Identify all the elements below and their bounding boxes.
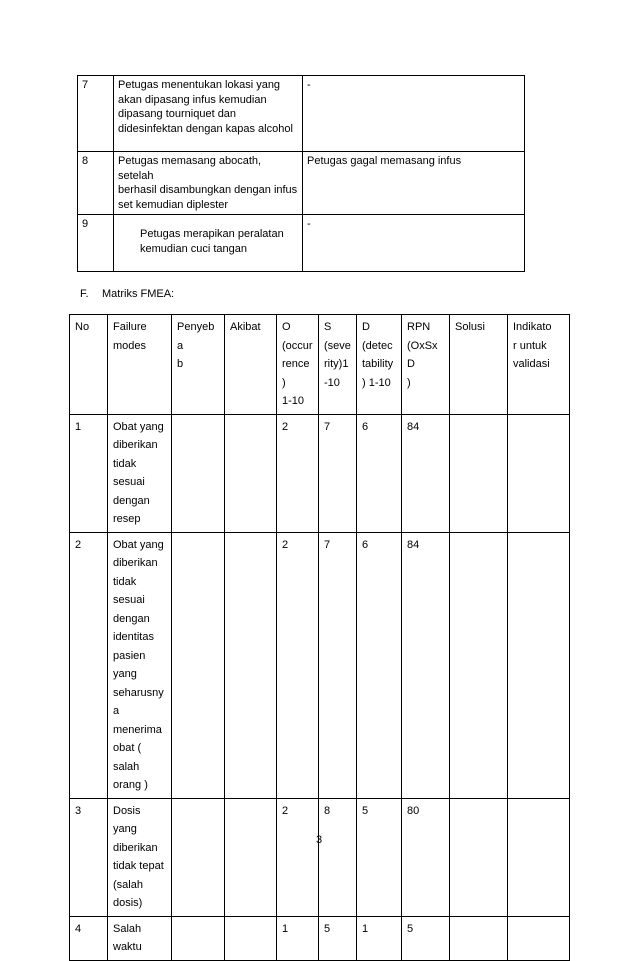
row-number: 7 (78, 76, 114, 152)
cell-occurrence: 2 (277, 532, 319, 798)
cell-detectability: 1 (357, 916, 402, 960)
cell-penyebab (172, 798, 225, 916)
cell-failure-mode: Salah waktu (108, 916, 172, 960)
cell-occurrence: 2 (277, 414, 319, 532)
cell-detectability: 6 (357, 532, 402, 798)
cell-no: 2 (70, 532, 108, 798)
col-header-akibat: Akibat (225, 315, 277, 415)
procedure-table (77, 75, 525, 272)
cell-penyebab (172, 414, 225, 532)
cell-occurrence: 2 (277, 798, 319, 916)
col-header-solusi: Solusi (450, 315, 508, 415)
table-row (70, 798, 570, 916)
failure-mode: - (303, 215, 525, 272)
cell-no: 4 (70, 916, 108, 960)
cell-solusi (450, 414, 508, 532)
cell-solusi (450, 532, 508, 798)
cell-rpn: 80 (402, 798, 450, 916)
section-number: F. (80, 288, 89, 300)
procedure-step: Petugas memasang abocath, setelah berhasil disambungkan dengan infus set kemudian diplester (114, 152, 303, 215)
row-number: 8 (78, 152, 114, 215)
procedure-step: Petugas menentukan lokasi yang akan dipasang infus kemudian dipasang tourniquet dan didesinfektan dengan kapas alcohol (114, 76, 303, 152)
table-row (78, 152, 525, 215)
cell-severity: 7 (319, 414, 357, 532)
cell-indikator (508, 916, 570, 960)
cell-indikator (508, 532, 570, 798)
cell-severity: 5 (319, 916, 357, 960)
table-row (70, 532, 570, 798)
page-number: 3 (315, 834, 323, 846)
cell-occurrence: 1 (277, 916, 319, 960)
cell-penyebab (172, 532, 225, 798)
row-number: 9 (78, 215, 114, 272)
cell-penyebab (172, 916, 225, 960)
cell-failure-mode: Dosis yang diberikan tidak tepat (salah dosis) (108, 798, 172, 916)
cell-detectability: 5 (357, 798, 402, 916)
col-header-penyebab: Penyeba b (172, 315, 225, 415)
cell-akibat (225, 916, 277, 960)
cell-rpn: 84 (402, 532, 450, 798)
col-header-failure-modes: Failure modes (108, 315, 172, 415)
table-row (78, 215, 525, 272)
procedure-step: Petugas merapikan peralatan kemudian cuci tangan (114, 215, 303, 272)
cell-solusi (450, 916, 508, 960)
cell-failure-mode: Obat yang diberikan tidak sesuai dengan identitas pasien yang seharusnya menerima obat ( salah orang ) (108, 532, 172, 798)
col-header-indikator: Indikato r untuk validasi (508, 315, 570, 415)
cell-indikator (508, 798, 570, 916)
col-header-rpn: RPN (OxSxD ) (402, 315, 450, 415)
cell-rpn: 5 (402, 916, 450, 960)
header-row (70, 315, 570, 415)
section-title: Matriks FMEA: (102, 288, 175, 300)
fmea-matrix-table (69, 314, 570, 961)
col-header-no: No (70, 315, 108, 415)
cell-failure-mode: Obat yang diberikan tidak sesuai dengan resep (108, 414, 172, 532)
cell-detectability: 6 (357, 414, 402, 532)
table-row (70, 414, 570, 532)
cell-akibat (225, 532, 277, 798)
table-row (78, 76, 525, 152)
table-row (70, 916, 570, 960)
cell-no: 1 (70, 414, 108, 532)
col-header-detectability: D (detec tability ) 1-10 (357, 315, 402, 415)
cell-solusi (450, 798, 508, 916)
section-heading (80, 288, 174, 300)
failure-mode: - (303, 76, 525, 152)
cell-akibat (225, 414, 277, 532)
cell-severity: 7 (319, 532, 357, 798)
col-header-occurrence: O (occur rence) 1-10 (277, 315, 319, 415)
cell-no: 3 (70, 798, 108, 916)
cell-severity: 8 (319, 798, 357, 916)
cell-indikator (508, 414, 570, 532)
col-header-severity: S (seve rity)1 -10 (319, 315, 357, 415)
cell-rpn: 84 (402, 414, 450, 532)
cell-akibat (225, 798, 277, 916)
failure-mode: Petugas gagal memasang infus (303, 152, 525, 215)
